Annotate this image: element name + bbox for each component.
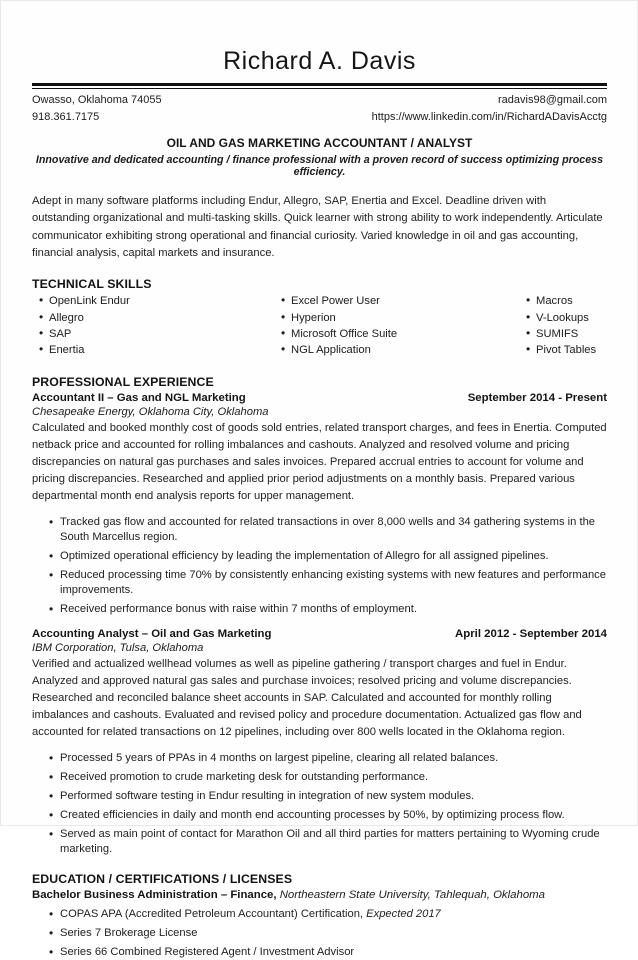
contact-phone: 918.361.7175 — [32, 110, 100, 123]
skill-item: • Excel Power User — [291, 294, 519, 308]
skills-grid — [32, 294, 607, 359]
resume-tagline: Innovative and dedicated accounting / finance professional with a proven record of success optimizing process efficiency. — [35, 154, 604, 178]
job-bullet: • Tracked gas flow and accounted for related transactions in over 8,000 wells and 34 gathering systems in the South Marcellus region. — [60, 515, 607, 545]
job-title: Accounting Analyst – Oil and Gas Marketing — [32, 627, 272, 640]
job-bullet: • Served as main point of contact for Marathon Oil and all third parties for matters pertaining to Wyoming crude marketing. — [60, 827, 607, 857]
education-bullet-italic: Expected 2017 — [366, 907, 441, 920]
skill-item: • Macros — [536, 294, 607, 308]
skill-item: • V-Lookups — [536, 311, 607, 325]
job-bullet: • Optimized operational efficiency by leading the implementation of Allegro for all assigned pipelines. — [60, 549, 607, 564]
section-heading-experience: PROFESSIONAL EXPERIENCE — [32, 374, 214, 389]
job-company: IBM Corporation, Tulsa, Oklahoma — [32, 641, 204, 654]
degree-school: Northeastern State University, Tahlequah, Oklahoma — [279, 888, 545, 901]
education-bullet-list — [32, 907, 607, 960]
job-bullet: • Created efficiencies in daily and month end accounting processes by 50%, by optimizing process flow. — [60, 808, 607, 823]
skills-column-1 — [32, 294, 274, 359]
header-divider — [32, 83, 607, 89]
job-bullet: • Received promotion to crude marketing desk for outstanding performance. — [60, 770, 607, 785]
education-bullet — [60, 945, 607, 960]
skill-item: • SAP — [49, 327, 274, 341]
contact-left — [32, 92, 162, 125]
skills-column-3 — [519, 294, 607, 359]
skill-item: • Pivot Tables — [536, 343, 607, 357]
contact-block — [32, 92, 607, 125]
degree-name: Bachelor Business Administration – Finance, — [32, 888, 280, 901]
job-description: Calculated and booked monthly cost of goods sold entries, related transport charges, and fees in Enertia. Computed netback price and accounted for rolling imbalances and cashouts. Analyzed and resolved volume and pricing discrepancies on natural gas purchases and sales invoices. Prepared accrual entries to account for volume and pricing discrepancies. Researched and applied prior period adjustments on a monthly basis. Prepared various departmental month end analysis reports for upper management. — [32, 421, 607, 502]
person-name: Richard A. Davis — [223, 47, 416, 75]
skill-item: • Microsoft Office Suite — [291, 327, 519, 341]
skill-item: • Allegro — [49, 311, 274, 325]
job-company: Chesapeake Energy, Oklahoma City, Oklahoma — [32, 405, 269, 418]
job-bullet: • Received performance bonus with raise within 7 months of employment. — [60, 602, 607, 617]
job-entry-1 — [32, 392, 607, 617]
education-bullet — [60, 926, 607, 941]
contact-right — [372, 92, 607, 125]
skill-item: • NGL Application — [291, 343, 519, 357]
job-entry-2 — [32, 628, 607, 857]
section-heading-education: EDUCATION / CERTIFICATIONS / LICENSES — [32, 871, 293, 886]
skill-item: • SUMIFS — [536, 327, 607, 341]
job-title: Accountant II – Gas and NGL Marketing — [32, 391, 246, 404]
job-bullet: • Performed software testing in Endur resulting in integration of new system modules. — [60, 789, 607, 804]
job-dates: April 2012 - September 2014 — [455, 627, 607, 640]
contact-location: Owasso, Oklahoma 74055 — [32, 94, 162, 106]
skills-column-2 — [274, 294, 519, 359]
job-dates: September 2014 - Present — [467, 391, 607, 404]
skill-item: • OpenLink Endur — [49, 294, 274, 308]
education-bullet-text: Series 66 Combined Registered Agent / Investment Advisor — [60, 945, 355, 958]
skill-item: • Enertia — [49, 343, 274, 357]
job-header — [32, 392, 607, 404]
job-bullet-list — [32, 751, 607, 857]
education-bullet-text: COPAS APA (Accredited Petroleum Accountant) Certification, — [60, 907, 367, 920]
contact-email: radavis98@gmail.com — [498, 94, 607, 106]
job-bullet: • Reduced processing time 70% by consistently enhancing existing systems with new features and performance improvements. — [60, 568, 607, 598]
job-bullet: • Processed 5 years of PPAs in 4 months on largest pipeline, clearing all related balances. — [60, 751, 607, 766]
skill-item: • Hyperion — [291, 311, 519, 325]
job-bullet-list — [32, 515, 607, 617]
education-bullet-text: Series 7 Brokerage License — [60, 926, 198, 939]
section-heading-skills: TECHNICAL SKILLS — [32, 277, 152, 292]
job-description: Verified and actualized wellhead volumes as well as pipeline gathering / transport charges and fuel in Endur. Analyzed and approved natural gas sales and purchase invoices; resolved pricing and volume discrepancies. Researched and reconciled balance sheet accounts in SAP. Calculated and accounted for monthly rolling imbalances and cashouts. Evaluated and revised policy and procedure documentation. Actualized gas flow and accounted for related transactions on 12 pipelines, including over 800 wells located in the Oklahoma region. — [32, 657, 582, 738]
degree-line — [32, 889, 607, 901]
contact-linkedin: https://www.linkedin.com/in/RichardADavisAcctg — [371, 110, 607, 123]
summary-paragraph: Adept in many software platforms including Endur, Allegro, SAP, Enertia and Excel. Deadline driven with outstanding organizational and multi-tasking skills. Quick learner with strong ability to work independently. Articulate communicator exhibiting strong operational and financial curiosity. Varied knowledge in oil and gas accounting, financial analysis, capital markets and insurance. — [32, 195, 603, 260]
job-header — [32, 628, 607, 640]
education-bullet — [60, 907, 607, 922]
resume-headline: OIL AND GAS MARKETING ACCOUNTANT / ANALYST — [166, 136, 473, 150]
